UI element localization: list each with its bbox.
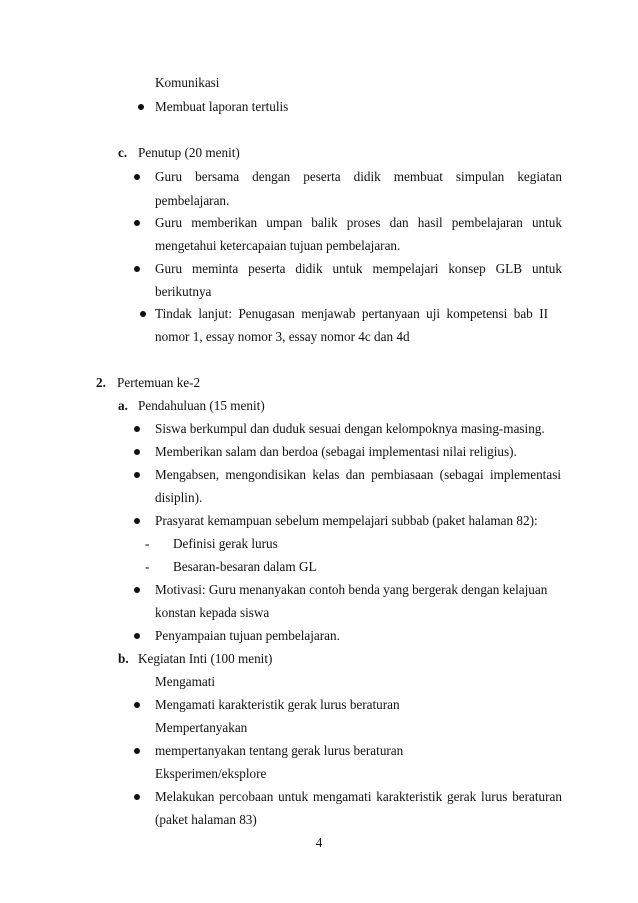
list-item-line: Melakukan percobaan untuk mengamati karakteristik gerak lurus beraturan (155, 789, 562, 804)
list-item: Memberikan salam dan berdoa (sebagai implementasi nilai religius). (155, 444, 517, 459)
bullet-icon (134, 220, 140, 226)
list-item-line: konstan kepada siswa (155, 605, 270, 620)
list-item-line: (paket halaman 83) (155, 812, 257, 827)
bullet-icon (134, 266, 140, 272)
activity-heading: Mengamati (155, 674, 216, 689)
list-item: Membuat laporan tertulis (155, 99, 289, 114)
list-item: mempertanyakan tentang gerak lurus beraturan (155, 743, 404, 758)
bullet-icon (134, 702, 140, 708)
list-item: Mengamati karakteristik gerak lurus beraturan (155, 697, 400, 712)
bullet-icon (134, 633, 140, 639)
list-item-line: Guru bersama dengan peserta didik membuat simpulan kegiatan (155, 169, 562, 184)
list-item: Siswa berkumpul dan duduk sesuai dengan kelompoknya masing-masing. (155, 421, 545, 436)
list-item-line: mengetahui ketercapaian tujuan pembelajaran. (155, 238, 401, 253)
list-item-line: Guru memberikan umpan balik proses dan hasil pembelajaran untuk (155, 215, 562, 230)
section-marker-c: c. (118, 145, 128, 160)
list-item-line: berikutnya (155, 284, 212, 299)
section-title-penutup: Penutup (20 menit) (138, 145, 240, 160)
list-item: Penyampaian tujuan pembelajaran. (155, 628, 340, 643)
sub-list-item: Besaran-besaran dalam GL (173, 559, 317, 574)
bullet-icon (140, 311, 146, 317)
list-item-line: Tindak lanjut: Penugasan menjawab pertanyaan uji kompetensi bab II (155, 306, 548, 321)
page-number: 4 (315, 835, 323, 850)
list-item-line: Motivasi: Guru menanyakan contoh benda yang bergerak dengan kelajuan (155, 582, 548, 597)
dash-marker: - (145, 536, 150, 551)
bullet-icon (134, 174, 140, 180)
subsection-title-kegiatan-inti: Kegiatan Inti (100 menit) (138, 651, 273, 666)
subsection-title-pendahuluan: Pendahuluan (15 menit) (138, 398, 265, 413)
bullet-icon (134, 748, 140, 754)
dash-marker: - (145, 559, 150, 574)
bullet-icon (134, 449, 140, 455)
list-item-line: disiplin). (155, 490, 203, 505)
bullet-icon (134, 472, 140, 478)
bullet-icon (134, 587, 140, 593)
list-item-line: Guru meminta peserta didik untuk mempelajari konsep GLB untuk (155, 261, 562, 276)
list-item: Prasyarat kemampuan sebelum mempelajari subbab (paket halaman 82): (155, 513, 538, 528)
section-marker-2: 2. (96, 375, 106, 390)
activity-heading: Eksperimen/eksplore (155, 766, 267, 781)
bullet-icon (134, 518, 140, 524)
bullet-icon (134, 794, 140, 800)
subsection-marker-b: b. (118, 651, 129, 666)
bullet-icon (134, 426, 140, 432)
list-item-line: Mengabsen, mengondisikan kelas dan pembiasaan (sebagai implementasi (155, 467, 561, 482)
list-item-line: pembelajaran. (155, 193, 230, 208)
bullet-icon (138, 104, 144, 110)
subsection-marker-a: a. (118, 398, 128, 413)
list-item-line: nomor 1, essay nomor 3, essay nomor 4c dan 4d (155, 329, 410, 344)
activity-heading: Mempertanyakan (155, 720, 248, 735)
section-title-pertemuan: Pertemuan ke-2 (117, 375, 201, 390)
sub-list-item: Definisi gerak lurus (173, 536, 278, 551)
heading-komunikasi: Komunikasi (155, 75, 220, 90)
